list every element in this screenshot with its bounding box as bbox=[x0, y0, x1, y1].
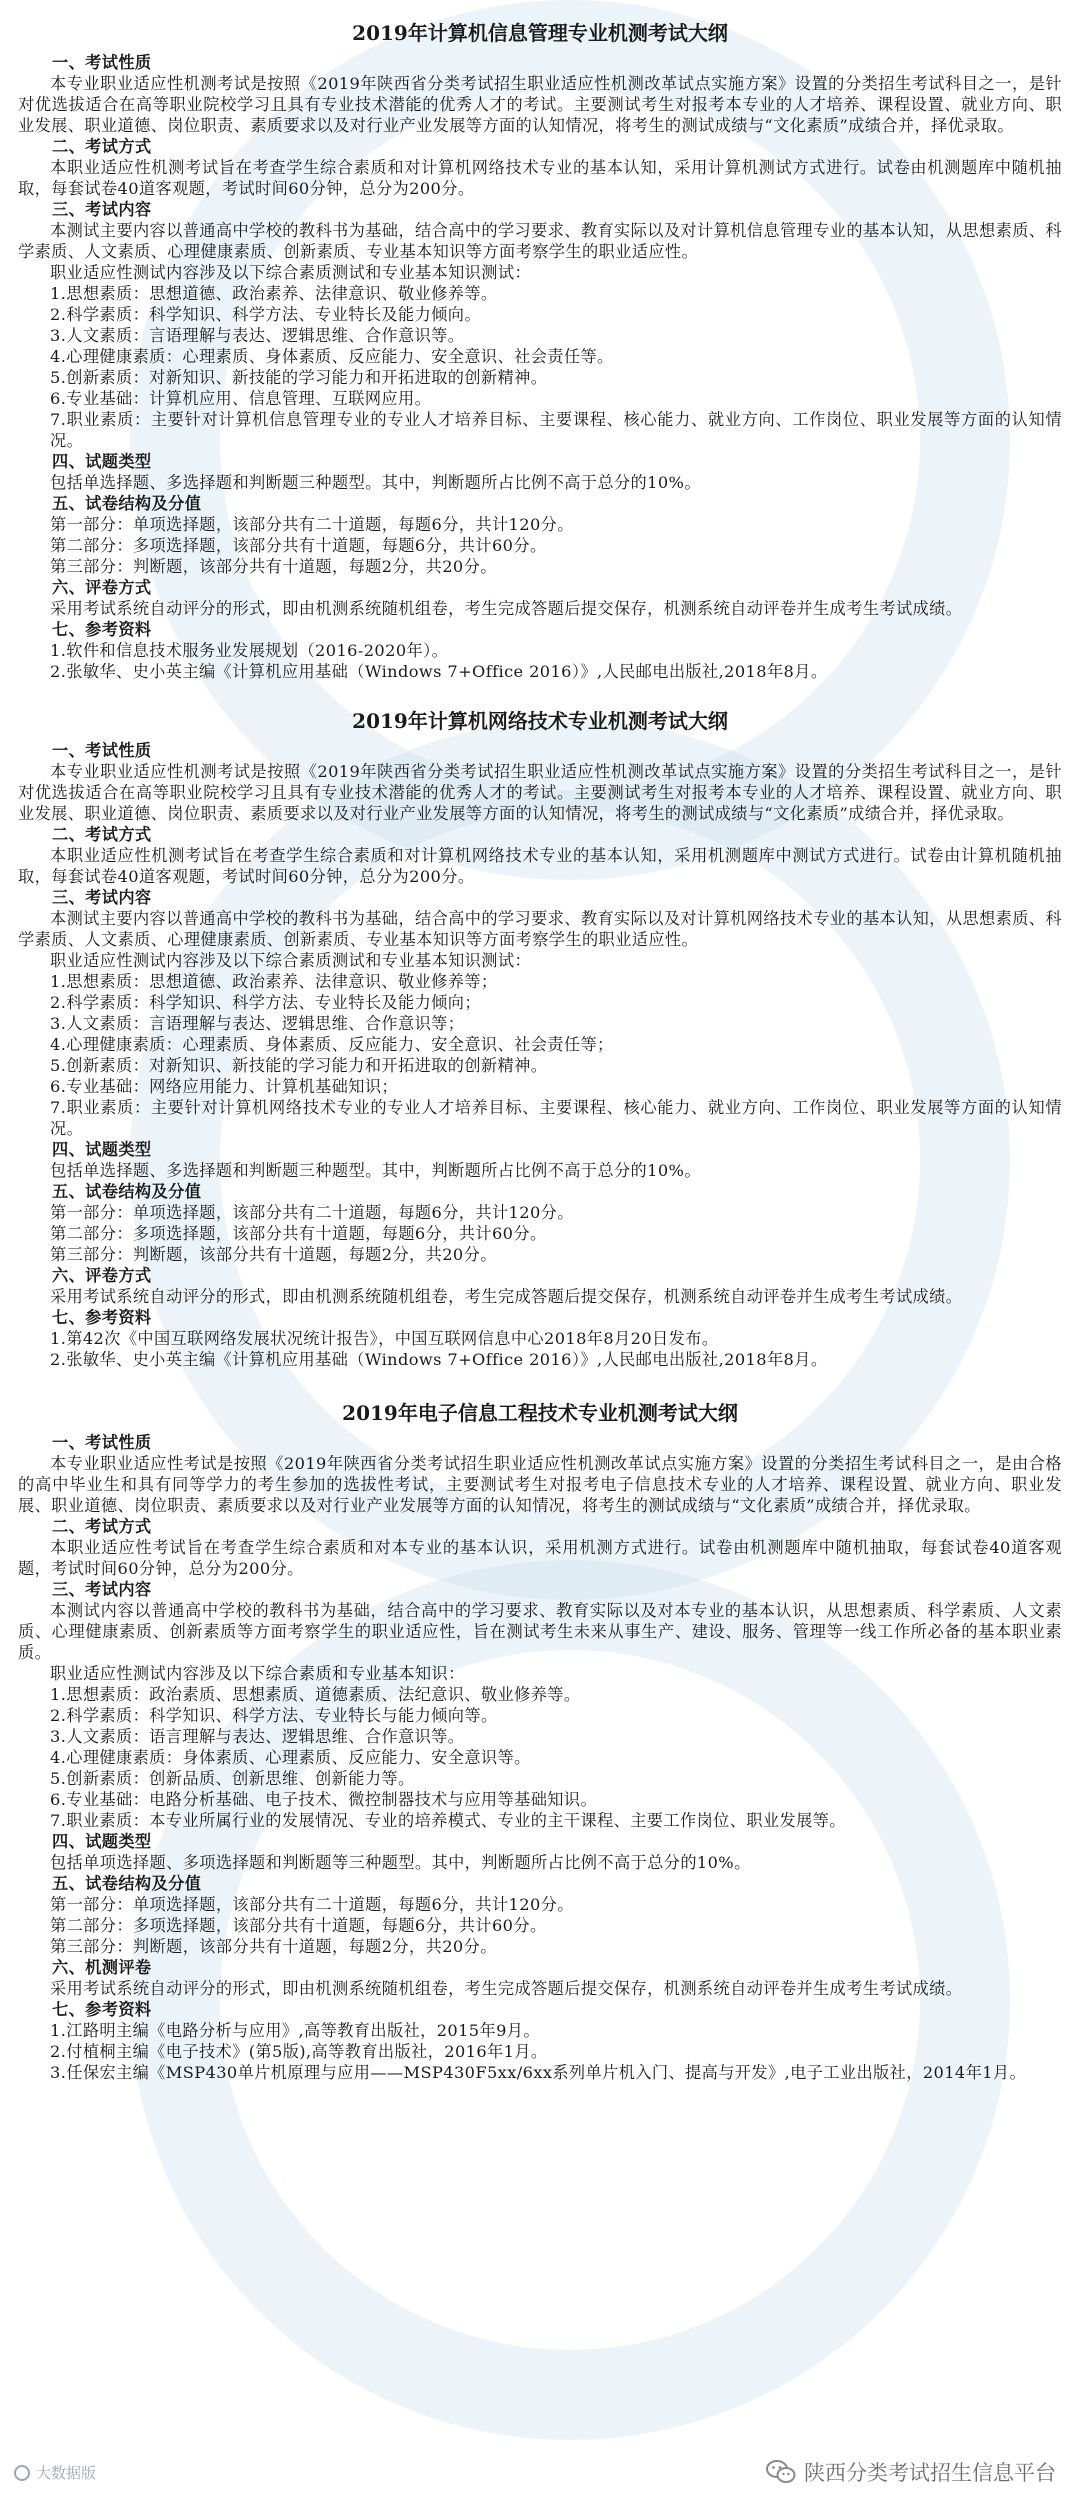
list-item: 5.创新素质：对新知识、新技能的学习能力和开拓进取的创新精神。 bbox=[50, 368, 548, 387]
list-item: 3.任保宏主编《MSP430单片机原理与应用——MSP430F5xx/6xx系列单片机入门、提高与开发》,电子工业出版社，2014年1月。 bbox=[50, 2063, 1027, 2082]
footer-left-text: 大数据版 bbox=[36, 2464, 97, 2482]
paragraph: 本测试主要内容以普通高中学校的教科书为基础，结合高中的学习要求、教育实际以及对计算机网络技术专业的基本认知，从思想素质、科学素质、人文素质、心理健康素质、创新素质、专业基本知识等方面考察学生的职业适应性。 bbox=[18, 909, 1062, 949]
list-item: 2.张敏华、史小英主编《计算机应用基础（Windows 7+Office 2016）》,人民邮电出版社,2018年8月。 bbox=[50, 662, 828, 681]
list-item: 2.科学素质：科学知识、科学方法、专业特长及能力倾向。 bbox=[50, 305, 481, 324]
section-title: 2019年电子信息工程技术专业机测考试大纲 bbox=[342, 1401, 738, 1425]
footer-right-text: 陕西分类考试招生信息平台 bbox=[804, 2461, 1056, 2485]
list-item: 5.创新素质：创新品质、创新思维、创新能力等。 bbox=[50, 1769, 415, 1788]
paragraph: 第三部分：判断题，该部分共有十道题，每题2分，共20分。 bbox=[50, 1245, 497, 1264]
paragraph: 第一部分：单项选择题，该部分共有二十道题，每题6分，共计120分。 bbox=[50, 1895, 574, 1914]
subsection-heading: 二、考试方式 bbox=[52, 825, 152, 844]
list-item: 4.心理健康素质：心理素质、身体素质、反应能力、安全意识、社会责任等； bbox=[50, 1035, 614, 1054]
paragraph: 包括单选择题、多选择题和判断题三种题型。其中，判断题所占比例不高于总分的10%。 bbox=[50, 1161, 701, 1180]
paragraph: 包括单选择题、多选择题和判断题三种题型。其中，判断题所占比例不高于总分的10%。 bbox=[50, 473, 701, 492]
list-item: 1.思想素质：思想道德、政治素养、法律意识、敬业修养等。 bbox=[50, 284, 498, 303]
list-item: 4.心理健康素质：心理素质、身体素质、反应能力、安全意识、社会责任等。 bbox=[50, 347, 614, 366]
list-item: 1.软件和信息技术服务业发展规划（2016-2020年）。 bbox=[50, 641, 449, 660]
paragraph: 职业适应性测试内容涉及以下综合素质测试和专业基本知识测试： bbox=[50, 951, 532, 970]
paragraph: 采用考试系统自动评分的形式，即由机测系统随机组卷，考生完成答题后提交保存，机测系统自动评卷并生成考生考试成绩。 bbox=[50, 1287, 963, 1306]
paragraph: 第三部分：判断题，该部分共有十道题，每题2分，共20分。 bbox=[50, 1937, 497, 1956]
list-item: 7.职业素质：本专业所属行业的发展情况、专业的培养模式、专业的主干课程、主要工作岗位、职业发展等。 bbox=[50, 1811, 846, 1830]
subsection-heading: 七、参考资料 bbox=[52, 2000, 152, 2019]
document-body bbox=[18, 16, 1062, 2083]
subsection-heading: 五、试卷结构及分值 bbox=[52, 1874, 202, 1893]
paragraph: 第二部分：多项选择题，该部分共有十道题，每题6分，共计60分。 bbox=[50, 536, 547, 555]
paragraph: 本专业职业适应性机测考试是按照《2019年陕西省分类考试招生职业适应性机测改革试点实施方案》设置的分类招生考试科目之一，是针对优选拔适合在高等职业院校学习且具有专业技术潜能的优秀人才的考试。主要测试考生对报考本专业的人才培养、课程设置、就业方向、职业发展、职业道德、岗位职责、素质要求以及对行业产业发展等方面的认知情况，将考生的测试成绩与“文化素质”成绩合并，择优录取。 bbox=[18, 762, 1062, 823]
list-item: 3.人文素质：语言理解与表达、逻辑思维、合作意识等。 bbox=[50, 1727, 465, 1746]
list-item: 6.专业基础：网络应用能力、计算机基础知识； bbox=[50, 1077, 398, 1096]
paragraph: 本职业适应性考试旨在考查学生综合素质和对本专业的基本认识，采用机测方式进行。试卷由机测题库中随机抽取，每套试卷40道客观题，考试时间60分钟，总分为200分。 bbox=[18, 1538, 1062, 1578]
paragraph: 采用考试系统自动评分的形式，即由机测系统随机组卷，考生完成答题后提交保存，机测系统自动评卷并生成考生考试成绩。 bbox=[50, 1979, 963, 1998]
list-item: 5.创新素质：对新知识、新技能的学习能力和开拓进取的创新精神。 bbox=[50, 1056, 548, 1075]
footer-source-logo bbox=[14, 2462, 96, 2483]
list-item: 7.职业素质：主要针对计算机信息管理专业的专业人才培养目标、主要课程、核心能力、就业方向、工作岗位、职业发展等方面的认知情况。 bbox=[50, 410, 1062, 450]
subsection-heading: 五、试卷结构及分值 bbox=[52, 1182, 202, 1201]
list-item: 6.专业基础：电路分析基础、电子技术、微控制器技术与应用等基础知识。 bbox=[50, 1790, 598, 1809]
list-item: 1.思想素质：思想道德、政治素养、法律意识、敬业修养等； bbox=[50, 972, 498, 991]
paragraph: 第一部分：单项选择题，该部分共有二十道题，每题6分，共计120分。 bbox=[50, 515, 574, 534]
list-item: 7.职业素质：主要针对计算机网络技术专业的专业人才培养目标、主要课程、核心能力、就业方向、工作岗位、职业发展等方面的认知情况。 bbox=[50, 1098, 1062, 1138]
subsection-heading: 二、考试方式 bbox=[52, 1517, 152, 1536]
subsection-heading: 一、考试性质 bbox=[52, 53, 152, 72]
subsection-heading: 七、参考资料 bbox=[52, 620, 152, 639]
paragraph: 本职业适应性机测考试旨在考查学生综合素质和对计算机网络技术专业的基本认知，采用计算机测试方式进行。试卷由机测题库中随机抽取，每套试卷40道客观题，考试时间60分钟，总分为200分。 bbox=[18, 158, 1062, 198]
list-item: 2.科学素质：科学知识、科学方法、专业特长与能力倾向等。 bbox=[50, 1706, 498, 1725]
paragraph: 第一部分：单项选择题，该部分共有二十道题，每题6分，共计120分。 bbox=[50, 1203, 574, 1222]
subsection-heading: 六、评卷方式 bbox=[52, 578, 152, 597]
list-item: 3.人文素质：言语理解与表达、逻辑思维、合作意识等； bbox=[50, 1014, 465, 1033]
list-item: 1.江路明主编《电路分析与应用》,高等教育出版社，2015年9月。 bbox=[50, 2021, 540, 2040]
list-item: 6.专业基础：计算机应用、信息管理、互联网应用。 bbox=[50, 389, 432, 408]
subsection-heading: 一、考试性质 bbox=[52, 741, 152, 760]
subsection-heading: 六、机测评卷 bbox=[52, 1958, 152, 1977]
section-title: 2019年计算机网络技术专业机测考试大纲 bbox=[352, 709, 728, 733]
wechat-icon bbox=[766, 2459, 796, 2485]
list-item: 1.思想素质：政治素质、思想素质、道德素质、法纪意识、敬业修养等。 bbox=[50, 1685, 581, 1704]
list-item: 1.第42次《中国互联网络发展状况统计报告》，中国互联网信息中心2018年8月20日发布。 bbox=[50, 1329, 719, 1348]
paragraph: 包括单项选择题、多项选择题和判断题等三种题型。其中，判断题所占比例不高于总分的10%。 bbox=[50, 1853, 751, 1872]
subsection-heading: 四、试题类型 bbox=[52, 1140, 152, 1159]
subsection-heading: 四、试题类型 bbox=[52, 452, 152, 471]
paragraph: 第二部分：多项选择题，该部分共有十道题，每题6分，共计60分。 bbox=[50, 1916, 547, 1935]
source-logo-icon bbox=[14, 2465, 30, 2481]
footer-wechat-account bbox=[766, 2457, 1056, 2487]
subsection-heading: 一、考试性质 bbox=[52, 1433, 152, 1452]
subsection-heading: 六、评卷方式 bbox=[52, 1266, 152, 1285]
subsection-heading: 二、考试方式 bbox=[52, 137, 152, 156]
paragraph: 本专业职业适应性考试是按照《2019年陕西省分类考试招生职业适应性机测改革试点实施方案》设置的分类招生考试科目之一，是由合格的高中毕业生和具有同等学力的考生参加的选拔性考试，主要测试考生对报考电子信息技术专业的人才培养、课程设置、就业方向、职业发展、职业道德、岗位职责、素质要求以及对行业产业发展等方面的认知情况，将考生的测试成绩与“文化素质”成绩合并，择优录取。 bbox=[18, 1454, 1062, 1515]
subsection-heading: 四、试题类型 bbox=[52, 1832, 152, 1851]
list-item: 2.付植桐主编《电子技术》(第5版),高等教育出版社，2016年1月。 bbox=[50, 2042, 548, 2061]
subsection-heading: 五、试卷结构及分值 bbox=[52, 494, 202, 513]
paragraph: 第三部分：判断题，该部分共有十道题，每题2分，共20分。 bbox=[50, 557, 497, 576]
subsection-heading: 三、考试内容 bbox=[52, 888, 152, 907]
section-title: 2019年计算机信息管理专业机测考试大纲 bbox=[352, 21, 728, 45]
subsection-heading: 三、考试内容 bbox=[52, 200, 152, 219]
paragraph: 职业适应性测试内容涉及以下综合素质和专业基本知识： bbox=[50, 1664, 465, 1683]
list-item: 2.张敏华、史小英主编《计算机应用基础（Windows 7+Office 2016）》,人民邮电出版社,2018年8月。 bbox=[50, 1350, 828, 1369]
paragraph: 采用考试系统自动评分的形式，即由机测系统随机组卷，考生完成答题后提交保存，机测系统自动评卷并生成考生考试成绩。 bbox=[50, 599, 963, 618]
subsection-heading: 三、考试内容 bbox=[52, 1580, 152, 1599]
paragraph: 职业适应性测试内容涉及以下综合素质测试和专业基本知识测试： bbox=[50, 263, 532, 282]
paragraph: 本测试内容以普通高中学校的教科书为基础，结合高中的学习要求、教育实际以及对本专业的基本认识，从思想素质、科学素质、人文素质、心理健康素质、创新素质等方面考察学生的职业适应性，旨在测试考生未来从事生产、建设、服务、管理等一线工作所必备的基本职业素质。 bbox=[18, 1601, 1062, 1662]
paragraph: 本职业适应性机测考试旨在考查学生综合素质和对计算机网络技术专业的基本认知，采用机测题库中测试方式进行。试卷由计算机随机抽取，每套试卷40道客观题，考试时间60分钟，总分为200分。 bbox=[18, 846, 1062, 886]
paragraph: 本测试主要内容以普通高中学校的教科书为基础，结合高中的学习要求、教育实际以及对计算机信息管理专业的基本认知，从思想素质、科学素质、人文素质、心理健康素质、创新素质、专业基本知识等方面考察学生的职业适应性。 bbox=[18, 221, 1062, 261]
list-item: 4.心理健康素质：身体素质、心理素质、反应能力、安全意识等。 bbox=[50, 1748, 531, 1767]
list-item: 3.人文素质：言语理解与表达、逻辑思维、合作意识等。 bbox=[50, 326, 465, 345]
paragraph: 本专业职业适应性机测考试是按照《2019年陕西省分类考试招生职业适应性机测改革试点实施方案》设置的分类招生考试科目之一，是针对优选拔适合在高等职业院校学习且具有专业技术潜能的优秀人才的考试。主要测试考生对报考本专业的人才培养、课程设置、就业方向、职业发展、职业道德、岗位职责、素质要求以及对行业产业发展等方面的认知情况，将考生的测试成绩与“文化素质”成绩合并，择优录取。 bbox=[18, 74, 1062, 135]
paragraph: 第二部分：多项选择题，该部分共有十道题，每题6分，共计60分。 bbox=[50, 1224, 547, 1243]
subsection-heading: 七、参考资料 bbox=[52, 1308, 152, 1327]
list-item: 2.科学素质：科学知识、科学方法、专业特长及能力倾向； bbox=[50, 993, 481, 1012]
